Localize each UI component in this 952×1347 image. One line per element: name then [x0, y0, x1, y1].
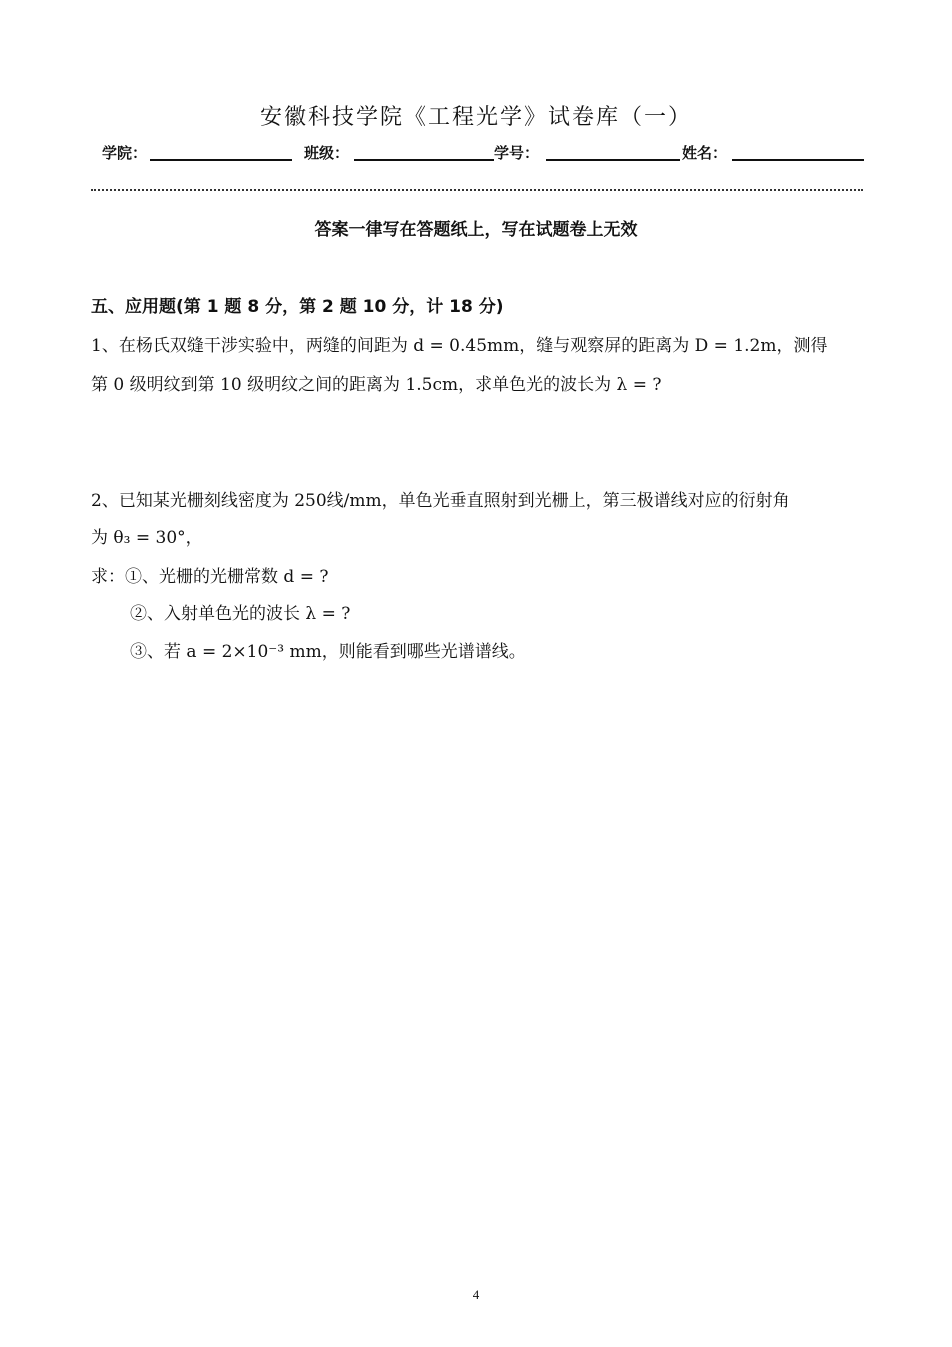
question-1-line-1: 1、在杨氏双缝干涉实验中，两缝的间距为 d = 0.45mm，缝与观察屏的距离为 D = 1.2m，测得 — [91, 336, 828, 356]
student-info-row — [102, 140, 864, 164]
name-blank — [732, 159, 864, 161]
class-blank — [354, 159, 494, 161]
question-2-line-1: 2、已知某光栅刻线密度为 250线/mm，单色光垂直照射到光栅上，第三极谱线对应的衍射角 — [91, 491, 790, 511]
question-2-line-3: 求：①、光栅的光栅常数 d = ? — [91, 567, 329, 587]
student-id-label: 学号： — [494, 144, 540, 162]
page-title: 安徽科技学院《工程光学》试卷库（一） — [259, 105, 692, 130]
question-2-line-2: 为 θ₃ = 30°， — [91, 528, 203, 548]
question-2-line-5: ③、若 a = 2×10⁻³ mm，则能看到哪些光谱谱线。 — [130, 642, 526, 662]
question-1-line-2: 第 0 级明纹到第 10 级明纹之间的距离为 1.5cm，求单色光的波长为 λ = ? — [91, 375, 662, 395]
college-label: 学院： — [102, 144, 148, 162]
question-2-line-4: ②、入射单色光的波长 λ = ? — [130, 604, 351, 624]
college-blank — [150, 159, 292, 161]
answer-notice: 答案一律写在答题纸上，写在试题卷上无效 — [314, 220, 638, 240]
student-id-blank — [546, 159, 680, 161]
page-number: 4 — [472, 1287, 480, 1302]
dotted-divider — [91, 189, 863, 191]
class-label: 班级： — [304, 144, 350, 162]
section-heading: 五、应用题(第 1 题 8 分，第 2 题 10 分，计 18 分) — [91, 297, 504, 317]
name-label: 姓名： — [682, 144, 728, 162]
